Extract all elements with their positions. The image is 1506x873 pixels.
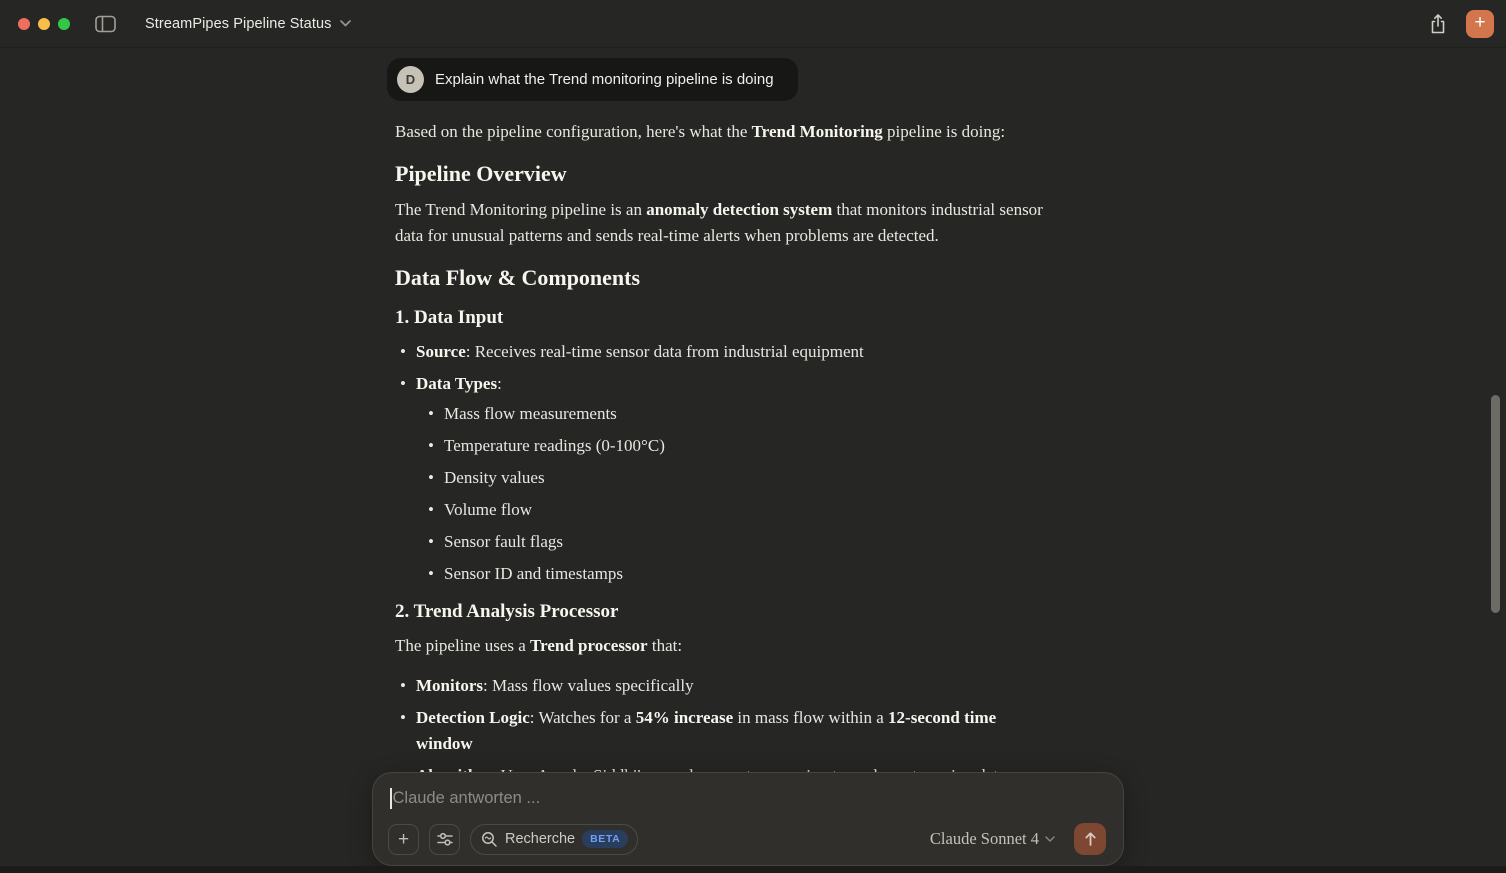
heading-pipeline-overview: Pipeline Overview [395, 161, 567, 186]
text-segment: anomaly detection system [646, 200, 833, 219]
list-item-monitors [400, 673, 1047, 699]
sidebar-icon [95, 15, 116, 33]
close-window-button[interactable] [18, 18, 30, 30]
conversation-thread [387, 58, 1055, 797]
plus-icon: + [397, 828, 410, 850]
composer-controls [388, 823, 1106, 855]
heading-data-flow: Data Flow & Components [395, 265, 641, 290]
beta-badge: BETA [582, 830, 628, 848]
attach-button[interactable] [388, 824, 419, 855]
window-bottom-edge [0, 866, 1506, 873]
text-segment: Trend processor [530, 636, 648, 655]
text-segment: 54% increase [635, 708, 734, 727]
chevron-down-icon [340, 20, 351, 27]
text-segment: Source [416, 342, 466, 361]
research-label: Recherche [505, 831, 576, 847]
new-chat-button[interactable] [1466, 10, 1494, 38]
text-segment: : Receives real-time sensor data from industrial equipment [465, 342, 864, 361]
text-segment: that: [647, 636, 683, 655]
titlebar-actions [1427, 10, 1494, 38]
titlebar [0, 0, 1506, 48]
arrow-up-icon [1083, 831, 1098, 847]
text-segment: that monitors industrial sensor data for unusual patterns and sends real-time alerts when problems are detected. [395, 200, 1043, 245]
list-item: • Mass flow measurements [428, 401, 1047, 427]
share-icon [1428, 13, 1448, 35]
list-item: • Sensor fault flags [428, 529, 1047, 555]
model-name: Claude Sonnet 4 [929, 829, 1039, 848]
sidebar-toggle-button[interactable] [94, 14, 116, 34]
heading-trend-processor: 2. Trend Analysis Processor [395, 601, 619, 622]
text-segment: Detection Logic [416, 708, 530, 727]
tools-button[interactable] [429, 824, 460, 855]
conversation-title-menu[interactable] [145, 16, 351, 32]
web-search-icon [481, 831, 498, 848]
window-controls [18, 18, 70, 30]
heading-data-input: 1. Data Input [395, 307, 504, 328]
text-segment: The Trend Monitoring pipeline is an [395, 200, 647, 219]
user-avatar: D [397, 66, 424, 93]
user-message-text: Explain what the Trend monitoring pipeline is doing [435, 71, 774, 88]
text-segment: : [497, 374, 502, 393]
sliders-icon [436, 831, 454, 847]
text-segment: pipeline is doing: [882, 122, 1006, 141]
plus-icon: + [1474, 12, 1486, 33]
text-segment: : Watches for a [529, 708, 636, 727]
text-cursor [390, 788, 392, 809]
model-selector[interactable] [930, 829, 1055, 849]
input-placeholder: Claude antworten ... [392, 789, 541, 807]
user-message [387, 58, 798, 101]
list-item: • Volume flow [428, 497, 1047, 523]
text-segment: in mass flow within a [733, 708, 889, 727]
list-item: • Density values [428, 465, 1047, 491]
text-segment: : Mass flow values specifically [483, 676, 694, 695]
assistant-response [395, 119, 1047, 789]
chat-scroll-area[interactable] [0, 48, 1506, 873]
text-segment: The pipeline uses a [395, 636, 531, 655]
paragraph-intro [395, 119, 1047, 145]
list-item-data-types [400, 371, 1047, 587]
share-button[interactable] [1427, 12, 1449, 36]
text-segment: Data Types [416, 374, 498, 393]
list-item-detection-logic [400, 705, 1047, 757]
paragraph-overview [395, 197, 1047, 249]
scrollbar-thumb[interactable] [1491, 395, 1500, 613]
text-segment: Monitors [416, 676, 484, 695]
text-segment: Based on the pipeline configuration, here's what the [395, 122, 752, 141]
paragraph-trend [395, 633, 1047, 659]
chevron-down-icon [1045, 836, 1055, 842]
minimize-window-button[interactable] [38, 18, 50, 30]
list-item: • Temperature readings (0-100°C) [428, 433, 1047, 459]
research-toggle-button[interactable] [470, 824, 638, 855]
list-item: • Sensor ID and timestamps [428, 561, 1047, 587]
list-item-source [400, 339, 1047, 365]
composer [372, 772, 1124, 866]
data-input-list [395, 339, 1047, 587]
text-segment: Trend Monitoring [751, 122, 883, 141]
send-button[interactable] [1074, 823, 1106, 855]
conversation-title: StreamPipes Pipeline Status [145, 15, 332, 32]
text-segment: 12-second time window [416, 708, 997, 753]
zoom-window-button[interactable] [58, 18, 70, 30]
data-types-sublist [416, 401, 1047, 587]
message-input[interactable] [373, 773, 1123, 809]
